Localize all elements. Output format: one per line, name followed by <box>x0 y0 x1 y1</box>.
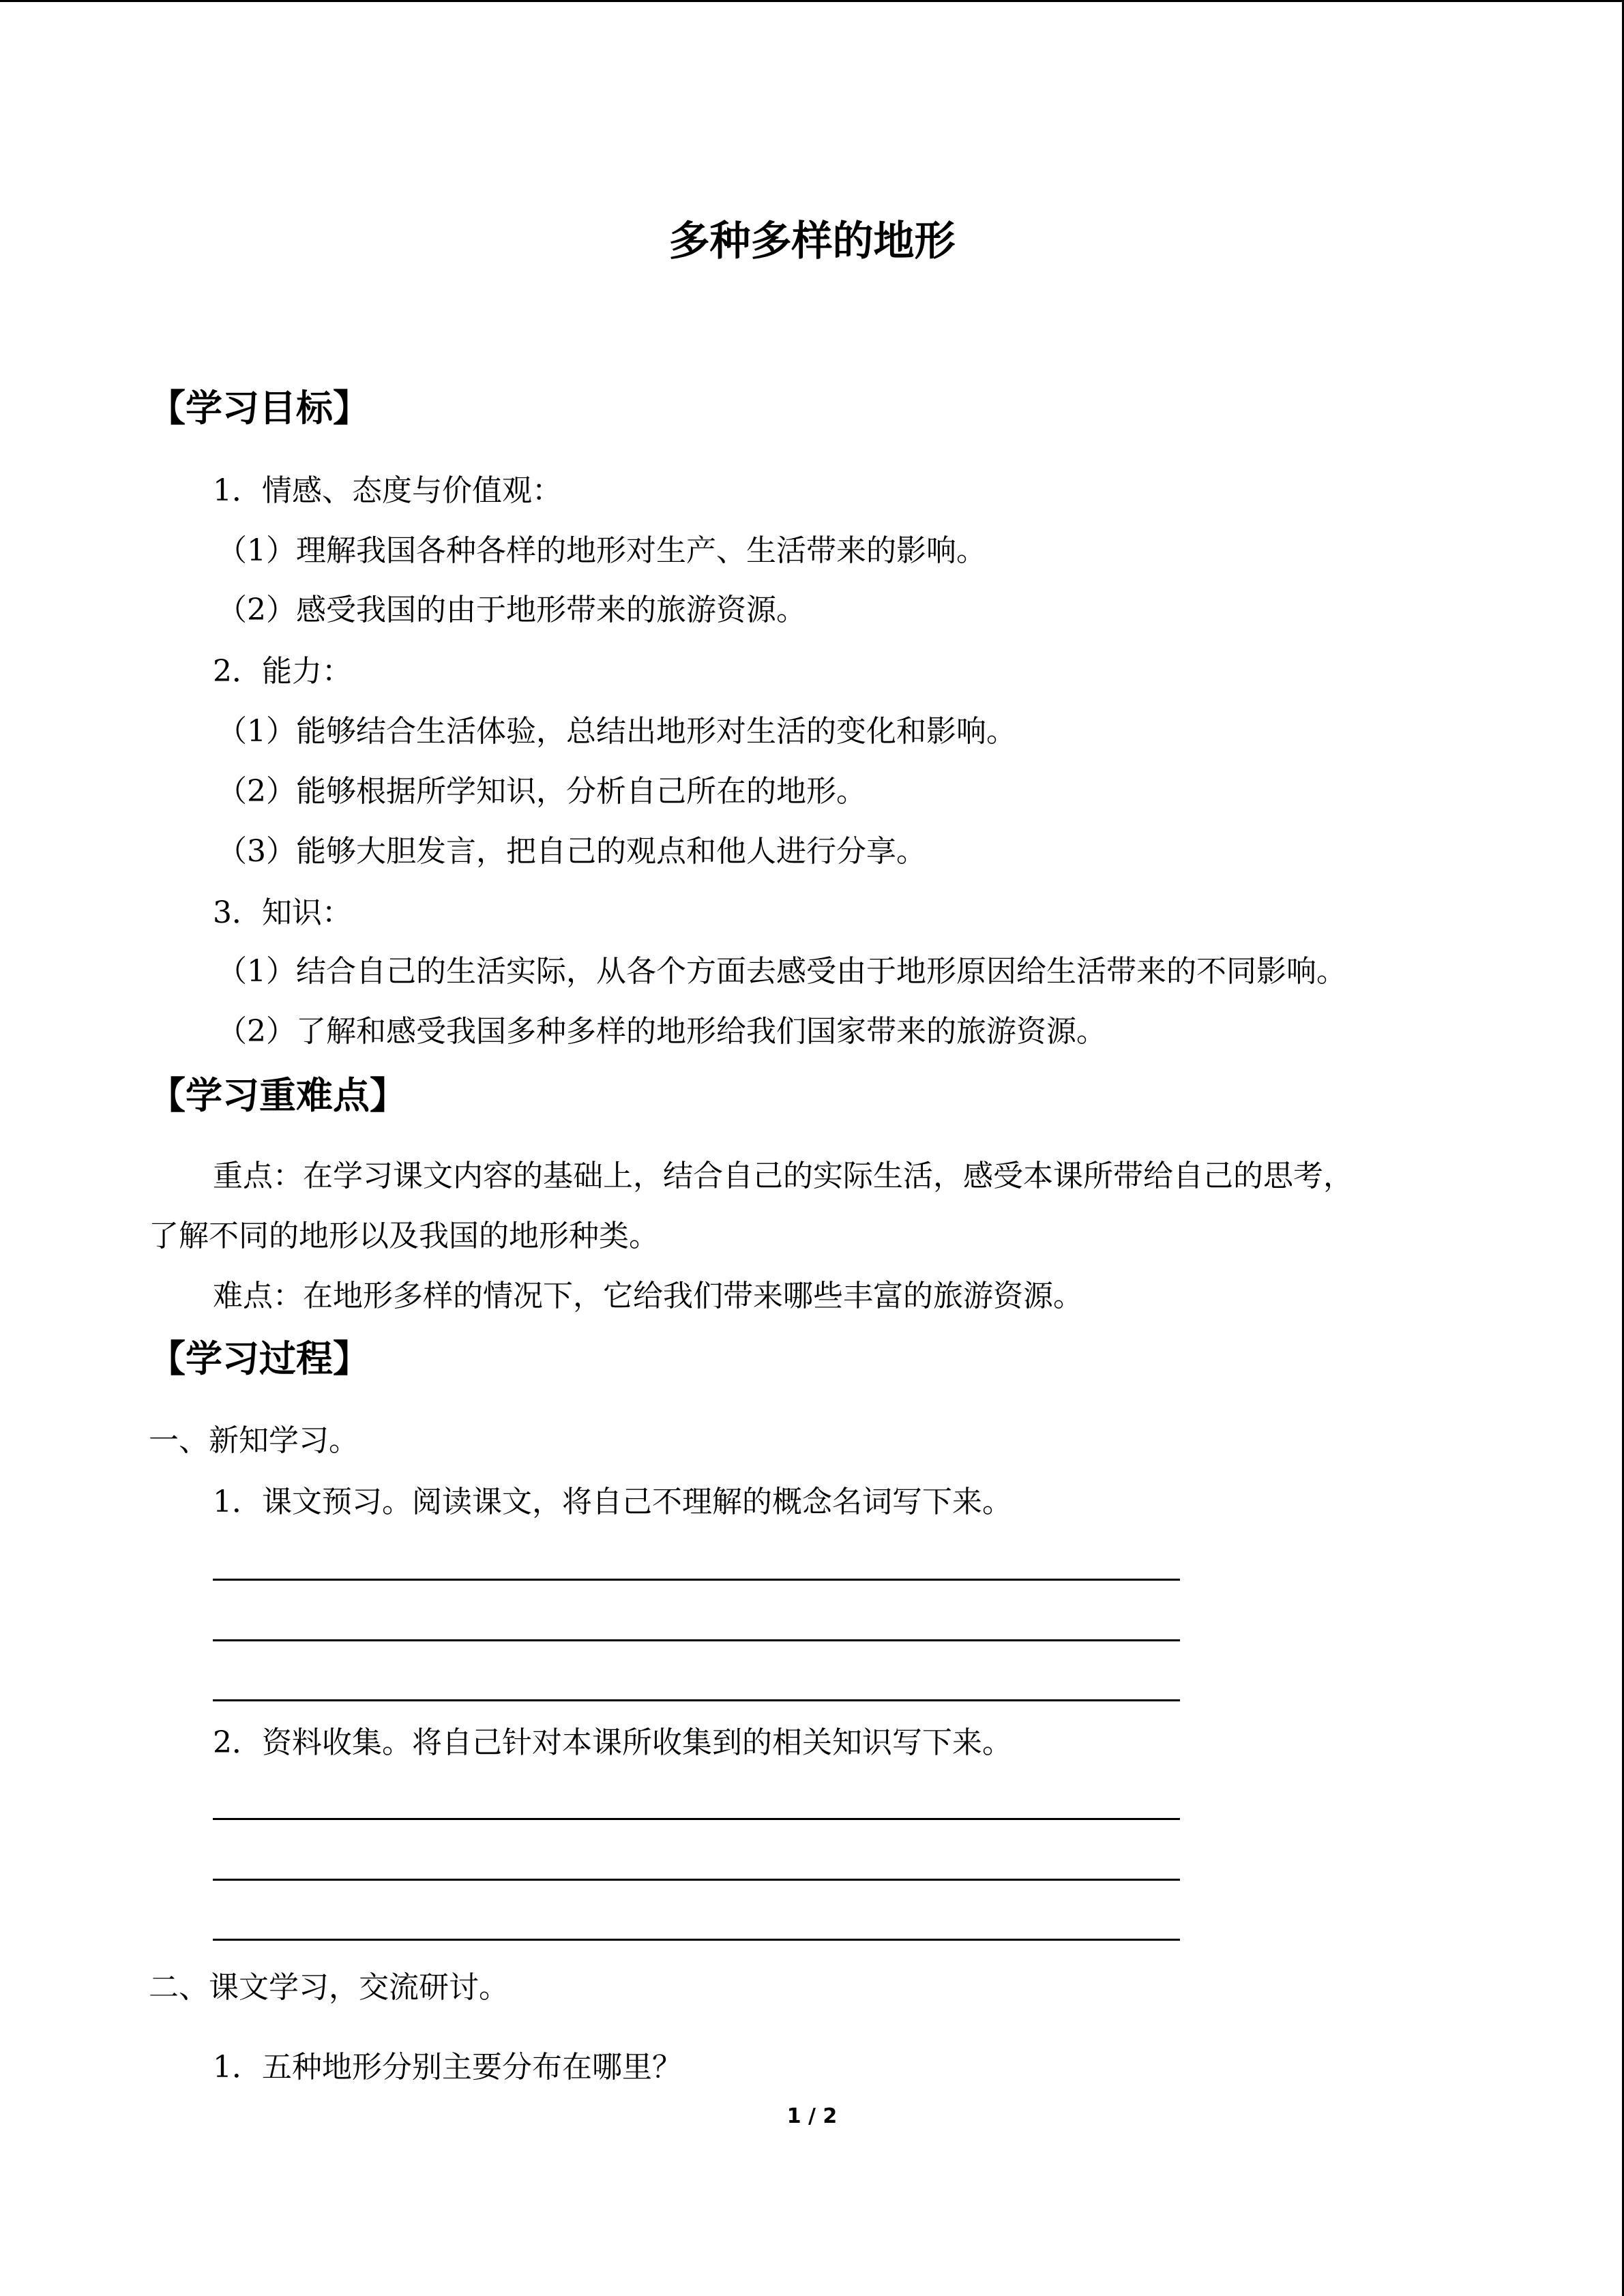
goal-line-9: （1）结合自己的生活实际，从各个方面去感受由于地形原因给生活带来的不同影响。 <box>217 954 1346 989</box>
key-point-line-continued: 了解不同的地形以及我国的地形种类。 <box>149 1219 659 1253</box>
goal-line-1: 1．情感、态度与价值观： <box>213 473 562 508</box>
goal-line-2: （1）理解我国各种各样的地形对生产、生活带来的影响。 <box>217 533 986 568</box>
process-item-preview: 1．课文预习。阅读课文，将自己不理解的概念名词写下来。 <box>213 1485 1012 1519</box>
answer-line[interactable] <box>213 1699 1180 1701</box>
process-question-1: 1．五种地形分别主要分布在哪里？ <box>213 2050 682 2085</box>
goal-line-10: （2）了解和感受我国多种多样的地形给我们国家带来的旅游资源。 <box>217 1014 1106 1049</box>
process-part-two: 二、课文学习，交流研讨。 <box>149 1970 509 2005</box>
answer-line[interactable] <box>213 1939 1180 1941</box>
answer-line[interactable] <box>213 1879 1180 1881</box>
process-item-materials: 2．资料收集。将自己针对本课所收集到的相关知识写下来。 <box>213 1725 1012 1760</box>
goal-line-4: 2．能力： <box>213 654 352 689</box>
answer-line[interactable] <box>213 1639 1180 1641</box>
difficult-point-line: 难点：在地形多样的情况下，它给我们带来哪些丰富的旅游资源。 <box>213 1279 1083 1313</box>
heading-learning-process: 【学习过程】 <box>149 1337 370 1380</box>
heading-key-difficult-points: 【学习重难点】 <box>149 1074 407 1117</box>
goal-line-8: 3．知识： <box>213 895 352 930</box>
answer-line[interactable] <box>213 1579 1180 1581</box>
page-number: 1 / 2 <box>786 2104 838 2128</box>
key-point-line: 重点：在学习课文内容的基础上，结合自己的实际生活，感受本课所带给自己的思考， <box>213 1159 1353 1193</box>
goal-line-3: （2）感受我国的由于地形带来的旅游资源。 <box>217 593 806 627</box>
document-title: 多种多样的地形 <box>668 218 956 265</box>
goal-line-5: （1）能够结合生活体验，总结出地形对生活的变化和影响。 <box>217 714 1016 749</box>
goal-line-7: （3）能够大胆发言，把自己的观点和他人进行分享。 <box>217 834 926 869</box>
goal-line-6: （2）能够根据所学知识，分析自己所在的地形。 <box>217 774 866 809</box>
heading-learning-goals: 【学习目标】 <box>149 387 370 430</box>
process-part-one: 一、新知学习。 <box>149 1423 359 1458</box>
answer-line[interactable] <box>213 1818 1180 1820</box>
